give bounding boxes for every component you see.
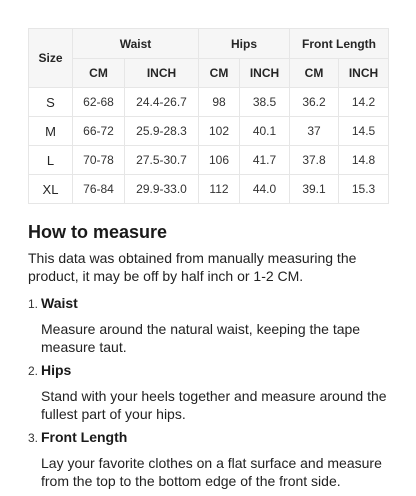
unit-header: CM bbox=[290, 59, 339, 88]
front-length-inch-cell: 14.8 bbox=[339, 146, 389, 175]
hips-inch-cell: 44.0 bbox=[240, 175, 290, 204]
waist-inch-cell: 29.9-33.0 bbox=[125, 175, 199, 204]
size-cell: S bbox=[29, 88, 73, 117]
waist-inch-cell: 27.5-30.7 bbox=[125, 146, 199, 175]
size-column-header: Size bbox=[29, 29, 73, 88]
table-row bbox=[29, 117, 389, 146]
unit-header: INCH bbox=[125, 59, 199, 88]
front-length-inch-cell: 15.3 bbox=[339, 175, 389, 204]
table-row bbox=[29, 146, 389, 175]
step-description: Stand with your heels together and measure around the fullest part of your hips. bbox=[41, 388, 387, 422]
step-number: 1. bbox=[28, 297, 39, 311]
hips-cm-cell: 112 bbox=[199, 175, 240, 204]
table-row bbox=[29, 88, 389, 117]
step-title-front-length: Front Length bbox=[41, 429, 128, 445]
step-description: Measure around the natural waist, keeping the tape measure taut. bbox=[41, 321, 361, 355]
hips-inch-cell: 41.7 bbox=[240, 146, 290, 175]
list-item bbox=[28, 362, 398, 423]
front-length-cm-cell: 36.2 bbox=[290, 88, 339, 117]
size-chart-table bbox=[28, 28, 389, 204]
front-length-cm-cell: 39.1 bbox=[290, 175, 339, 204]
list-item bbox=[28, 429, 398, 490]
unit-header: INCH bbox=[240, 59, 290, 88]
step-description: Lay your favorite clothes on a flat surface and measure from the top to the bottom edge of the front side. bbox=[41, 455, 382, 489]
waist-inch-cell: 25.9-28.3 bbox=[125, 117, 199, 146]
size-cell: L bbox=[29, 146, 73, 175]
size-cell: M bbox=[29, 117, 73, 146]
table-row bbox=[29, 175, 389, 204]
waist-cm-cell: 76-84 bbox=[73, 175, 125, 204]
waist-inch-cell: 24.4-26.7 bbox=[125, 88, 199, 117]
unit-header: INCH bbox=[339, 59, 389, 88]
waist-group-header: Waist bbox=[73, 29, 199, 59]
front-length-cm-cell: 37.8 bbox=[290, 146, 339, 175]
front-length-cm-cell: 37 bbox=[290, 117, 339, 146]
list-item bbox=[28, 295, 398, 356]
table-header-row bbox=[29, 29, 389, 59]
unit-header: CM bbox=[199, 59, 240, 88]
section-title: How to measure bbox=[28, 222, 168, 242]
front-length-group-header: Front Length bbox=[290, 29, 389, 59]
hips-inch-cell: 38.5 bbox=[240, 88, 290, 117]
hips-group-header: Hips bbox=[199, 29, 290, 59]
table-unit-row bbox=[29, 59, 389, 88]
front-length-inch-cell: 14.5 bbox=[339, 117, 389, 146]
step-number: 2. bbox=[28, 364, 39, 378]
step-title-waist: Waist bbox=[41, 295, 78, 311]
hips-cm-cell: 102 bbox=[199, 117, 240, 146]
step-title-hips: Hips bbox=[41, 362, 72, 378]
waist-cm-cell: 62-68 bbox=[73, 88, 125, 117]
front-length-inch-cell: 14.2 bbox=[339, 88, 389, 117]
intro-text: This data was obtained from manually measuring the product, it may be off by half inch or 1-2 CM. bbox=[28, 250, 357, 284]
waist-cm-cell: 70-78 bbox=[73, 146, 125, 175]
hips-inch-cell: 40.1 bbox=[240, 117, 290, 146]
size-cell: XL bbox=[29, 175, 73, 204]
hips-cm-cell: 106 bbox=[199, 146, 240, 175]
how-to-measure-section bbox=[28, 221, 398, 496]
waist-cm-cell: 66-72 bbox=[73, 117, 125, 146]
hips-cm-cell: 98 bbox=[199, 88, 240, 117]
unit-header: CM bbox=[73, 59, 125, 88]
measure-steps-list bbox=[28, 295, 398, 490]
step-number: 3. bbox=[28, 431, 39, 445]
